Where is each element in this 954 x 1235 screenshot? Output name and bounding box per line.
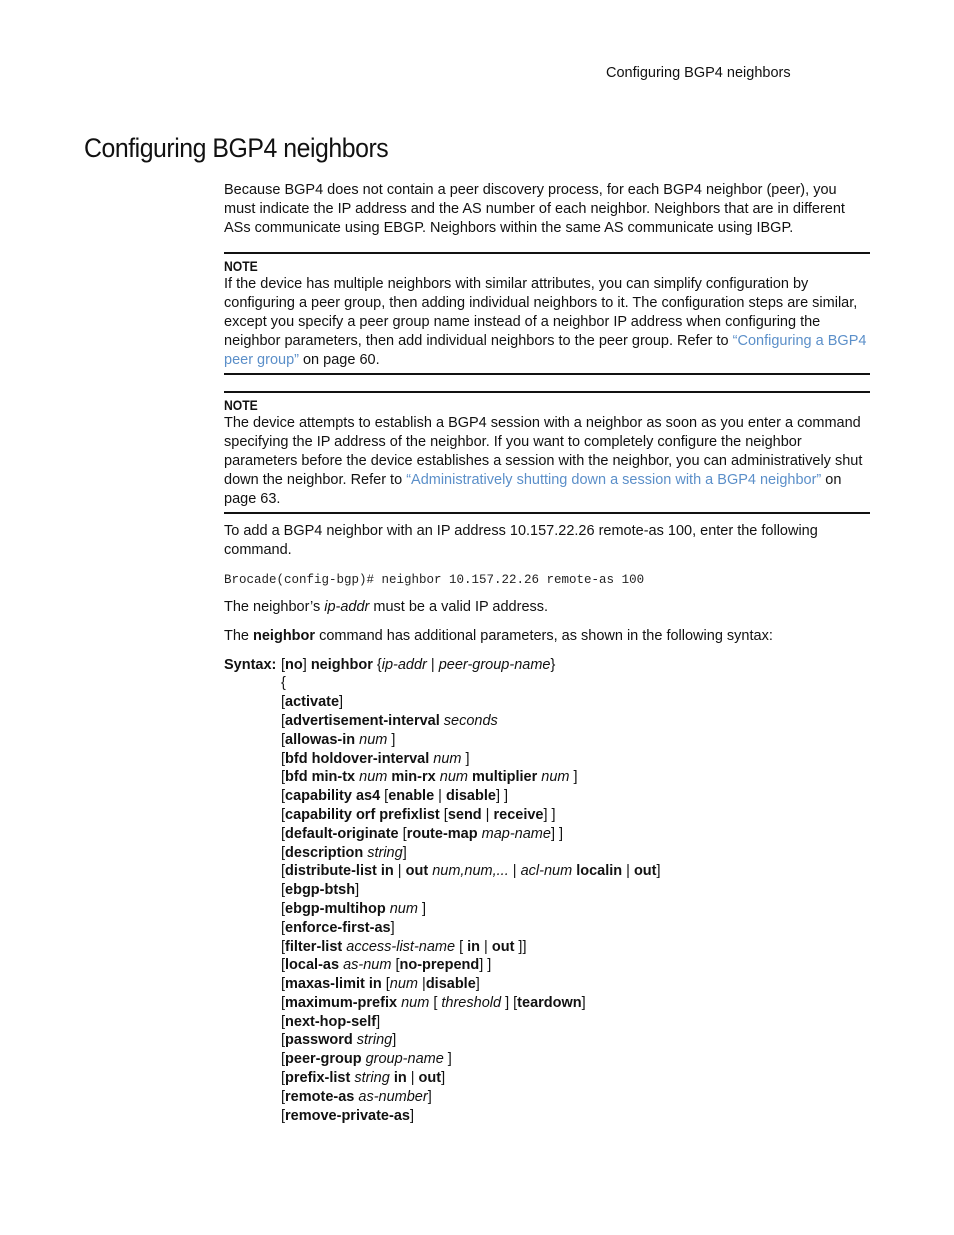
syntax-punct: ] <box>441 1070 446 1087</box>
syntax-variable: map-name <box>481 825 551 842</box>
syntax-keyword: ebgp-multihop <box>285 900 386 917</box>
syntax-punct: | <box>418 976 426 993</box>
syntax-keyword: ebgp-btsh <box>285 882 356 899</box>
syntax-keyword: remove-private-as <box>285 1107 410 1124</box>
syntax-punct: [ <box>281 1088 286 1105</box>
syntax-line <box>281 956 661 975</box>
syntax-keyword: next-hop-self <box>285 1013 377 1030</box>
syntax-keyword: capability as4 <box>285 788 381 805</box>
syntax-keyword: disable <box>425 976 476 993</box>
syntax-punct: ] <box>339 694 344 711</box>
syntax-punct: { <box>281 675 286 692</box>
syntax-punct: [ <box>281 788 286 805</box>
syntax-punct: ] ] <box>479 957 492 974</box>
code-example: Brocade(config-bgp)# neighbor 10.157.22.26 remote-as 100 <box>224 572 645 587</box>
syntax-punct: ] <box>409 1107 414 1124</box>
syntax-punct: | <box>406 1070 419 1087</box>
syntax-line <box>281 825 661 844</box>
syntax-punct: ] <box>427 1088 432 1105</box>
syntax-keyword: capability orf prefixlist <box>285 806 440 823</box>
syntax-keyword: multiplier <box>472 769 538 786</box>
note-text: The device attempts to establish a BGP4 session with a neighbor as soon as you enter a command specifying the IP address of the neighbor. If you want to completely configure the neighbor parameters before the device establishes a session with the neighbor, you can administratively shut down the neighbor. Refer to “Administratively shutting down a session with a BGP4 neighbor” on page 63. <box>224 415 863 507</box>
syntax-variable: num <box>433 750 462 767</box>
main-content <box>224 181 870 1125</box>
syntax-keyword: default-originate <box>285 825 399 842</box>
syntax-line <box>281 1107 661 1126</box>
syntax-punct: [ <box>281 712 286 729</box>
syntax-label: Syntax: <box>224 656 277 673</box>
syntax-keyword: activate <box>285 694 340 711</box>
syntax-punct: [ <box>281 976 286 993</box>
syntax-keyword: prefix-list <box>285 1070 351 1087</box>
syntax-line <box>281 1088 661 1107</box>
syntax-variable: num <box>389 900 418 917</box>
syntax-keyword: teardown <box>517 994 582 1011</box>
syntax-punct: ]] <box>514 938 527 955</box>
syntax-variable: num <box>359 769 388 786</box>
note-label: NOTE <box>224 398 258 414</box>
syntax-punct: [ <box>281 957 286 974</box>
syntax-variable: threshold <box>441 994 502 1011</box>
syntax-punct: [ <box>281 1051 286 1068</box>
syntax-variable: ip-addr <box>381 656 427 673</box>
page-title: Configuring BGP4 neighbors <box>84 133 389 163</box>
syntax-punct: [ <box>281 863 286 880</box>
syntax-punct: | <box>393 863 406 880</box>
syntax-punct: [ <box>281 1032 286 1049</box>
syntax-line <box>281 919 661 938</box>
syntax-punct: [ <box>281 694 286 711</box>
syntax-keyword: disable <box>445 788 496 805</box>
syntax-keyword: peer-group <box>285 1051 362 1068</box>
syntax-punct: [ <box>429 994 442 1011</box>
syntax-keyword: maximum-prefix <box>285 994 398 1011</box>
syntax-line <box>281 994 661 1013</box>
link-configuring-peer-group[interactable]: “Configuring a BGP4 peer group” <box>224 332 867 368</box>
syntax-variable: string <box>356 1032 393 1049</box>
syntax-keyword: send <box>447 806 482 823</box>
syntax-punct: ] <box>461 750 470 767</box>
syntax-keyword: filter-list <box>285 938 343 955</box>
syntax-keyword: receive <box>493 806 544 823</box>
syntax-keyword: in <box>467 938 481 955</box>
syntax-variable: as-number <box>358 1088 428 1105</box>
syntax-punct: ] <box>581 994 586 1011</box>
syntax-punct: [ <box>398 825 407 842</box>
syntax-keyword: out <box>405 863 429 880</box>
syntax-line <box>281 844 661 863</box>
syntax-line <box>281 938 661 957</box>
syntax-punct: ] ] <box>495 788 509 805</box>
syntax-variable: num <box>389 976 419 993</box>
syntax-punct: [ <box>281 882 286 899</box>
syntax-punct: [ <box>281 938 286 955</box>
syntax-keyword: bfd min-tx <box>285 769 356 786</box>
syntax-punct: ] <box>302 656 311 673</box>
syntax-variable: num,num,... <box>432 863 509 880</box>
syntax-line <box>281 1050 661 1069</box>
syntax-variable: peer-group-name <box>438 656 551 673</box>
syntax-variable: num <box>401 994 430 1011</box>
syntax-punct: ] <box>443 1051 452 1068</box>
syntax-line <box>281 881 661 900</box>
syntax-variable: num <box>359 731 388 748</box>
syntax-punct: [ <box>281 825 286 842</box>
syntax-keyword: neighbor <box>310 656 373 673</box>
syntax-punct: | <box>480 938 492 955</box>
syntax-line <box>281 712 661 731</box>
syntax-keyword: allowas-in <box>285 731 356 748</box>
syntax-line <box>281 674 661 693</box>
syntax-variable: string <box>367 844 403 861</box>
syntax-punct: ] <box>355 882 360 899</box>
syntax-punct: ] <box>475 976 480 993</box>
syntax-punct: [ <box>455 938 468 955</box>
syntax-line <box>281 750 661 769</box>
syntax-line <box>281 1069 661 1088</box>
syntax-variable: acl-num <box>520 863 573 880</box>
syntax-punct: | <box>426 656 439 673</box>
add-neighbor-paragraph: To add a BGP4 neighbor with an IP address 10.157.22.26 remote-as 100, enter the following command. <box>224 523 818 559</box>
syntax-punct: ] [ <box>501 994 518 1011</box>
syntax-variable: num <box>541 769 570 786</box>
note-label: NOTE <box>224 259 258 275</box>
syntax-keyword: maxas-limit in <box>285 976 382 993</box>
syntax-punct: [ <box>281 900 286 917</box>
syntax-punct: ] <box>417 900 427 917</box>
syntax-punct: | <box>508 863 521 880</box>
syntax-punct: [ <box>439 806 448 823</box>
syntax-punct: ] ] <box>550 825 564 842</box>
syntax-keyword: in <box>393 1070 407 1087</box>
syntax-keyword: out <box>418 1070 442 1087</box>
syntax-line <box>281 1013 661 1032</box>
syntax-line <box>281 806 661 825</box>
syntax-punct: [ <box>281 1013 286 1030</box>
syntax-keyword: localin <box>576 863 623 880</box>
note-peer-group <box>224 252 870 375</box>
syntax-line <box>281 900 661 919</box>
syntax-line <box>281 1031 661 1050</box>
syntax-punct: [ <box>281 1107 286 1124</box>
syntax-punct: { <box>372 656 382 673</box>
syntax-punct: ] <box>387 731 396 748</box>
syntax-punct: [ <box>281 1070 286 1087</box>
syntax-variable: string <box>354 1070 390 1087</box>
syntax-punct: [ <box>281 994 286 1011</box>
syntax-line <box>281 656 661 675</box>
syntax-line <box>281 975 661 994</box>
neighbor-command-paragraph: The neighbor command has additional parameters, as shown in the following syntax: <box>224 627 773 644</box>
intro-paragraph: Because BGP4 does not contain a peer discovery process, for each BGP4 neighbor (peer), you must indicate the IP address and the AS number of each neighbor. Neighbors that are in different ASs communicate using EBGP. Neighbors within the same AS communicate using IBGP. <box>224 182 845 236</box>
syntax-line <box>281 731 661 750</box>
syntax-line <box>281 768 661 787</box>
note-admin-shutdown <box>224 391 870 514</box>
syntax-keyword: out <box>633 863 657 880</box>
syntax-punct: ] <box>392 1032 397 1049</box>
syntax-variable: seconds <box>443 712 498 729</box>
syntax-keyword: password <box>285 1032 353 1049</box>
syntax-keyword: advertisement-interval <box>285 712 440 729</box>
syntax-punct: [ <box>281 656 286 673</box>
syntax-punct: [ <box>281 844 286 861</box>
syntax-punct: [ <box>281 769 286 786</box>
syntax-punct: ] <box>402 844 407 861</box>
running-header: Configuring BGP4 neighbors <box>606 65 791 81</box>
syntax-punct: ] <box>656 863 661 880</box>
syntax-keyword: no <box>285 656 303 673</box>
syntax-punct: ] <box>376 1013 381 1030</box>
syntax-keyword: bfd holdover-interval <box>285 750 430 767</box>
syntax-keyword: description <box>285 844 364 861</box>
syntax-punct: | <box>481 806 494 823</box>
syntax-keyword: min-rx <box>391 769 436 786</box>
link-admin-shutdown[interactable]: “Administratively shutting down a session with a BGP4 neighbor” <box>406 471 822 488</box>
syntax-variable: as-num <box>343 957 392 974</box>
syntax-keyword: enable <box>388 788 435 805</box>
syntax-lines <box>281 656 661 1126</box>
syntax-keyword: enforce-first-as <box>285 919 391 936</box>
syntax-punct: [ <box>281 919 286 936</box>
syntax-punct: | <box>434 788 446 805</box>
syntax-variable: group-name <box>365 1051 444 1068</box>
syntax-keyword: route-map <box>406 825 478 842</box>
syntax-variable: access-list-name <box>346 938 456 955</box>
syntax-punct: [ <box>391 957 400 974</box>
syntax-punct: [ <box>381 976 390 993</box>
syntax-punct: [ <box>281 806 286 823</box>
syntax-variable: num <box>439 769 468 786</box>
syntax-punct: [ <box>281 750 286 767</box>
syntax-punct: [ <box>380 788 389 805</box>
syntax-punct: ] <box>569 769 578 786</box>
ipaddr-paragraph: The neighbor’s ip-addr must be a valid IP address. <box>224 598 549 615</box>
syntax-punct: ] <box>390 919 395 936</box>
syntax-punct: ] ] <box>543 806 556 823</box>
syntax-keyword: no-prepend <box>399 957 480 974</box>
syntax-punct: [ <box>281 731 286 748</box>
syntax-keyword: local-as <box>285 957 340 974</box>
syntax-punct: } <box>550 656 556 673</box>
syntax-keyword: out <box>491 938 515 955</box>
syntax-keyword: distribute-list in <box>285 863 394 880</box>
syntax-line <box>281 862 661 881</box>
syntax-punct: | <box>622 863 634 880</box>
syntax-block <box>224 656 870 1126</box>
syntax-keyword: remote-as <box>285 1088 355 1105</box>
note-text: If the device has multiple neighbors with similar attributes, you can simplify configuration by configuring a peer group, then adding individual neighbors to it. The configuration steps are similar, except you specify a peer group name instead of a neighbor IP address when configuring the neighbor parameters, then add individual neighbors to the peer group. Refer to “Configuring a BGP4 peer group” on page 60. <box>224 276 867 368</box>
syntax-line <box>281 693 661 712</box>
syntax-line <box>281 787 661 806</box>
